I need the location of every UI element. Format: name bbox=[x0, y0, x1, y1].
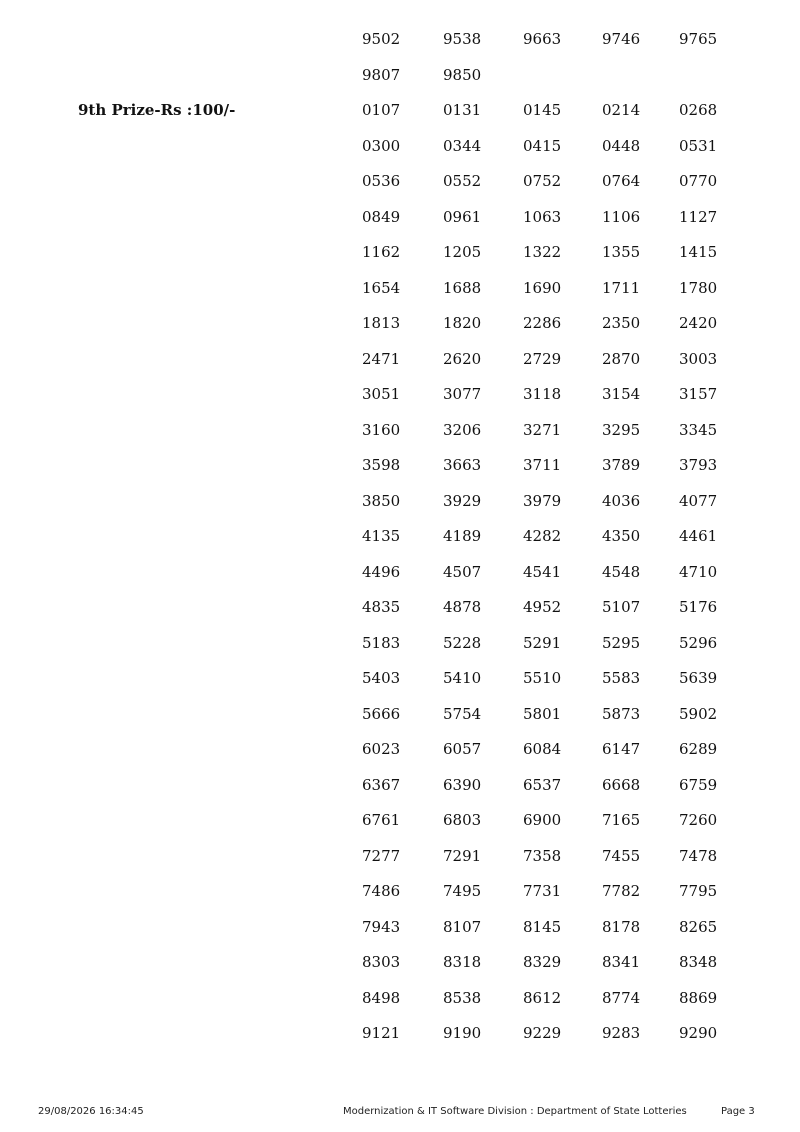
ticket-number: 7495 bbox=[443, 882, 482, 900]
ticket-number: 9290 bbox=[679, 1024, 718, 1042]
ticket-number: 1813 bbox=[362, 314, 401, 332]
ticket-number: 2729 bbox=[523, 349, 562, 368]
number-row bbox=[0, 1016, 800, 1052]
ticket-number: 6537 bbox=[523, 775, 562, 794]
ticket-number: 0961 bbox=[443, 207, 482, 226]
ticket-number: 9807 bbox=[362, 65, 401, 84]
ticket-number: 7943 bbox=[362, 917, 401, 936]
ticket-number: 5176 bbox=[679, 598, 718, 616]
number-row bbox=[0, 484, 800, 520]
ticket-number: 1355 bbox=[602, 243, 641, 261]
ticket-number: 7358 bbox=[523, 846, 562, 865]
number-row bbox=[0, 377, 800, 413]
number-row bbox=[0, 768, 800, 804]
ticket-number: 7782 bbox=[602, 882, 641, 900]
ticket-number: 8318 bbox=[443, 953, 482, 971]
ticket-number: 4835 bbox=[362, 598, 401, 616]
ticket-number: 5228 bbox=[443, 633, 482, 652]
number-row bbox=[0, 200, 800, 236]
ticket-number: 4282 bbox=[523, 527, 562, 545]
ticket-number: 3793 bbox=[679, 456, 718, 474]
number-row bbox=[0, 306, 800, 342]
number-row bbox=[0, 519, 800, 555]
ticket-number: 9538 bbox=[443, 30, 482, 48]
ticket-number: 8265 bbox=[679, 917, 718, 936]
number-row bbox=[0, 626, 800, 662]
ticket-number: 4507 bbox=[443, 562, 482, 581]
ticket-number: 8538 bbox=[443, 988, 482, 1007]
ticket-number: 9502 bbox=[362, 30, 401, 48]
ticket-number: 5183 bbox=[362, 633, 401, 652]
ticket-number: 9850 bbox=[443, 65, 482, 84]
ticket-number: 4710 bbox=[679, 562, 718, 581]
ticket-number: 7478 bbox=[679, 846, 718, 865]
ticket-number: 7260 bbox=[679, 811, 718, 829]
ticket-number: 0770 bbox=[679, 172, 718, 190]
ticket-number: 9121 bbox=[362, 1024, 401, 1042]
ticket-number: 4135 bbox=[362, 527, 401, 545]
ticket-number: 3850 bbox=[362, 491, 401, 510]
ticket-number: 8178 bbox=[602, 917, 641, 936]
ticket-number: 0531 bbox=[679, 136, 718, 155]
ticket-number: 3663 bbox=[443, 456, 482, 474]
ticket-number: 4541 bbox=[523, 562, 562, 581]
ticket-number: 8303 bbox=[362, 953, 401, 971]
ticket-number: 8145 bbox=[523, 917, 562, 936]
number-row bbox=[0, 590, 800, 626]
ticket-number: 4189 bbox=[443, 527, 482, 545]
ticket-number: 9190 bbox=[443, 1024, 482, 1042]
ticket-number: 1063 bbox=[523, 207, 562, 226]
number-row bbox=[0, 661, 800, 697]
ticket-number: 3206 bbox=[443, 420, 482, 439]
ticket-number: 4350 bbox=[602, 527, 641, 545]
ticket-number: 0849 bbox=[362, 207, 401, 226]
ticket-number: 7277 bbox=[362, 846, 401, 865]
ticket-number: 5403 bbox=[362, 669, 401, 687]
ticket-number: 5296 bbox=[679, 633, 718, 652]
ticket-number: 2286 bbox=[523, 314, 562, 332]
ticket-number: 8774 bbox=[602, 988, 641, 1007]
ticket-number: 8329 bbox=[523, 953, 562, 971]
ticket-number: 1415 bbox=[679, 243, 718, 261]
number-row bbox=[0, 271, 800, 307]
ticket-number: 4878 bbox=[443, 598, 482, 616]
ticket-number: 0764 bbox=[602, 172, 641, 190]
ticket-number: 9283 bbox=[602, 1024, 641, 1042]
ticket-number: 6084 bbox=[523, 740, 562, 758]
ticket-number: 3271 bbox=[523, 420, 562, 439]
ticket-number: 0752 bbox=[523, 172, 562, 190]
ticket-number: 3295 bbox=[602, 420, 641, 439]
ticket-number: 1690 bbox=[523, 278, 562, 297]
ticket-number: 7795 bbox=[679, 882, 718, 900]
footer-division: Modernization & IT Software Division : Department of State Lotteries bbox=[343, 1106, 687, 1117]
ticket-number: 4077 bbox=[679, 491, 718, 510]
ticket-number: 4548 bbox=[602, 562, 641, 581]
ticket-number: 3929 bbox=[443, 491, 482, 510]
ticket-number: 7731 bbox=[523, 882, 562, 900]
continued-prize-numbers bbox=[0, 22, 800, 93]
ticket-number: 9765 bbox=[679, 30, 718, 48]
number-row bbox=[0, 413, 800, 449]
number-row bbox=[0, 839, 800, 875]
ticket-number: 6023 bbox=[362, 740, 401, 758]
ticket-number: 5107 bbox=[602, 598, 641, 616]
number-row bbox=[0, 555, 800, 591]
ticket-number: 9746 bbox=[602, 30, 641, 48]
number-row bbox=[0, 697, 800, 733]
ticket-number: 4496 bbox=[362, 562, 401, 581]
ticket-number: 4952 bbox=[523, 598, 562, 616]
ticket-number: 3160 bbox=[362, 420, 401, 439]
ticket-number: 1711 bbox=[602, 278, 641, 297]
ticket-number: 6668 bbox=[602, 775, 641, 794]
ticket-number: 6900 bbox=[523, 811, 562, 829]
ticket-number: 8348 bbox=[679, 953, 718, 971]
number-row bbox=[0, 342, 800, 378]
ticket-number: 3003 bbox=[679, 349, 718, 368]
ticket-number: 6057 bbox=[443, 740, 482, 758]
ticket-number: 2870 bbox=[602, 349, 641, 368]
ticket-number: 3711 bbox=[523, 456, 562, 474]
number-row bbox=[0, 235, 800, 271]
ticket-number: 9663 bbox=[523, 30, 562, 48]
ticket-number: 0552 bbox=[443, 172, 482, 190]
ticket-number: 1205 bbox=[443, 243, 482, 261]
ticket-number: 3157 bbox=[679, 385, 718, 403]
ticket-number: 1127 bbox=[679, 207, 718, 226]
number-row bbox=[0, 945, 800, 981]
number-row bbox=[0, 58, 800, 94]
ticket-number: 3051 bbox=[362, 385, 401, 403]
ticket-number: 5295 bbox=[602, 633, 641, 652]
ticket-number: 9229 bbox=[523, 1024, 562, 1042]
ticket-number: 5583 bbox=[602, 669, 641, 687]
ticket-number: 0448 bbox=[602, 136, 641, 155]
ticket-number: 3789 bbox=[602, 456, 641, 474]
ticket-number: 0268 bbox=[679, 101, 718, 119]
ticket-number: 2350 bbox=[602, 314, 641, 332]
footer-datetime: 29/08/2026 16:34:45 bbox=[38, 1106, 144, 1117]
ticket-number: 6367 bbox=[362, 775, 401, 794]
ticket-number: 2420 bbox=[679, 314, 718, 332]
ticket-number: 7486 bbox=[362, 882, 401, 900]
ticket-number: 0145 bbox=[523, 101, 562, 119]
ticket-number: 6761 bbox=[362, 811, 401, 829]
ticket-number: 1688 bbox=[443, 278, 482, 297]
ticket-number: 6803 bbox=[443, 811, 482, 829]
ticket-number: 3979 bbox=[523, 491, 562, 510]
ticket-number: 0300 bbox=[362, 136, 401, 155]
footer-page-number: Page 3 bbox=[721, 1106, 755, 1117]
ticket-number: 3598 bbox=[362, 456, 401, 474]
ticket-number: 5754 bbox=[443, 704, 482, 723]
ticket-number: 2471 bbox=[362, 349, 401, 368]
ticket-number: 1162 bbox=[362, 243, 401, 261]
number-row bbox=[0, 129, 800, 165]
ticket-number: 0131 bbox=[443, 101, 482, 119]
ticket-number: 6289 bbox=[679, 740, 718, 758]
ticket-number: 0536 bbox=[362, 172, 401, 190]
number-row bbox=[0, 448, 800, 484]
ticket-number: 5639 bbox=[679, 669, 718, 687]
ticket-number: 8498 bbox=[362, 988, 401, 1007]
ticket-number: 4461 bbox=[679, 527, 718, 545]
ticket-number: 5666 bbox=[362, 704, 401, 723]
ninth-prize-label: 9th Prize-Rs :100/- bbox=[78, 101, 236, 119]
ticket-number: 8612 bbox=[523, 988, 562, 1007]
ticket-number: 1780 bbox=[679, 278, 718, 297]
number-row bbox=[0, 93, 800, 129]
ticket-number: 7455 bbox=[602, 846, 641, 865]
ticket-number: 8869 bbox=[679, 988, 718, 1007]
ticket-number: 3154 bbox=[602, 385, 641, 403]
ticket-number: 3118 bbox=[523, 385, 562, 403]
ticket-number: 1820 bbox=[443, 314, 482, 332]
ticket-number: 6390 bbox=[443, 775, 482, 794]
ticket-number: 1322 bbox=[523, 243, 562, 261]
number-row bbox=[0, 910, 800, 946]
ticket-number: 0214 bbox=[602, 101, 641, 119]
ticket-number: 5510 bbox=[523, 669, 562, 687]
number-row bbox=[0, 22, 800, 58]
ninth-prize-section bbox=[0, 93, 800, 1052]
number-row bbox=[0, 732, 800, 768]
ticket-number: 7291 bbox=[443, 846, 482, 865]
ticket-number: 5291 bbox=[523, 633, 562, 652]
ticket-number: 5873 bbox=[602, 704, 641, 723]
ticket-number: 4036 bbox=[602, 491, 641, 510]
ticket-number: 0107 bbox=[362, 101, 401, 119]
ticket-number: 0415 bbox=[523, 136, 562, 155]
ticket-number: 8341 bbox=[602, 953, 641, 971]
number-row bbox=[0, 803, 800, 839]
ticket-number: 5801 bbox=[523, 704, 562, 723]
ticket-number: 3077 bbox=[443, 385, 482, 403]
number-row bbox=[0, 164, 800, 200]
number-row bbox=[0, 981, 800, 1017]
ticket-number: 6147 bbox=[602, 740, 641, 758]
ticket-number: 1654 bbox=[362, 278, 401, 297]
ticket-number: 7165 bbox=[602, 811, 641, 829]
ticket-number: 5902 bbox=[679, 704, 718, 723]
ticket-number: 0344 bbox=[443, 136, 482, 155]
ticket-number: 3345 bbox=[679, 420, 718, 439]
ticket-number: 6759 bbox=[679, 775, 718, 794]
ticket-number: 1106 bbox=[602, 207, 641, 226]
ticket-number: 5410 bbox=[443, 669, 482, 687]
ticket-number: 8107 bbox=[443, 917, 482, 936]
ticket-number: 2620 bbox=[443, 349, 482, 368]
number-row bbox=[0, 874, 800, 910]
